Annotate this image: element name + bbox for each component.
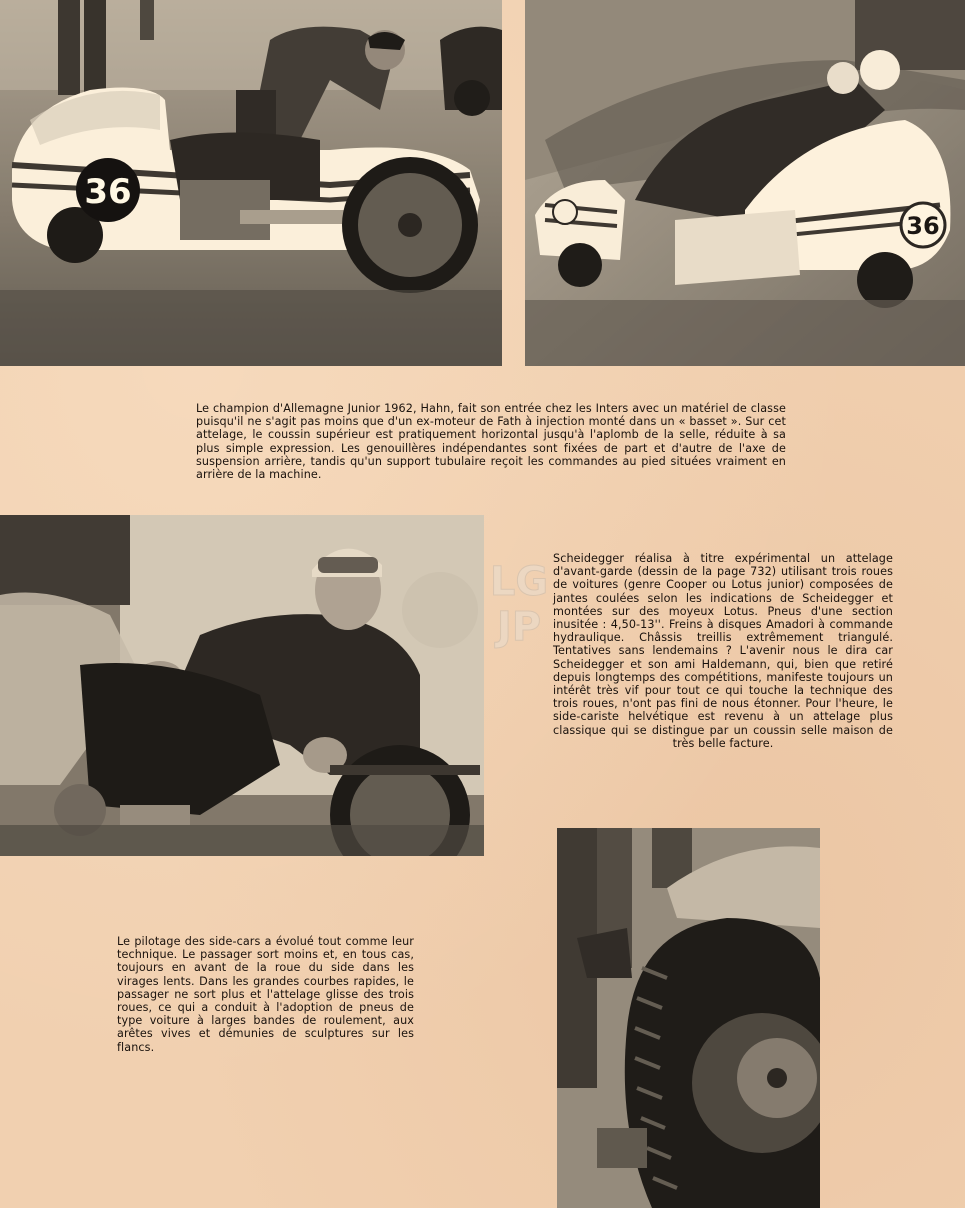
caption-bottom-left-text: Le pilotage des side-cars a évolué tout comme leur technique. Le passager sort moins et, en tous cas, toujours en avant de la roue du side dans les virages lents. Dans les grandes courbes rapides, le passager ne sort plus et l'attelage glisse des trois roues, ce qui a conduit à l'adoption de pneus de type voiture à larges bandes de roulement, aux arêtes vives et démunies de sculptures sur les flancs.: [117, 935, 414, 1054]
photo-sidecar-racing: [525, 0, 965, 366]
watermark-line1: LG: [489, 559, 549, 605]
photo-rider-portrait-drawing: [0, 515, 484, 856]
photo-sidecar-racing-drawing: [525, 0, 965, 366]
photo-sidecar-paddock: [0, 0, 502, 366]
number-badge-36: 36: [906, 212, 940, 240]
caption-top: [196, 402, 786, 481]
photo-tire-closeup-drawing: [557, 828, 820, 1208]
photo-tire-closeup: [557, 828, 820, 1208]
caption-right: [553, 552, 893, 750]
caption-right-text: Scheidegger réalisa à titre expérimental un attelage d'avant-garde (dessin de la page 732) utilisant trois roues de voitures (genre Cooper ou Lotus junior) composées de jantes coulées selon les indications de Scheidegger et montées sur des moyeux Lotus. Pneus d'une section inusitée : 4,50-13''. Freins à disques Amadori à commande hydraulique. Châssis treillis extrêmement triangulé. Tentatives sans lendemains ? L'avenir nous le dira car Scheidegger et son ami Haldemann, qui, bien que retiré depuis longtemps des compétitions, manifeste toujours un intérêt très vif pour tout ce qui touche la technique des trois roues, n'ont pas fini de nous étonner. Pour l'heure, le side-cariste helvétique est revenu à un attelage plus classique qui se distingue par un coussin selle maison de très belle facture.: [553, 552, 893, 750]
caption-top-text: Le champion d'Allemagne Junior 1962, Hahn, fait son entrée chez les Inters avec un matériel de classe puisqu'il ne s'agit pas moins que d'un ex-moteur de Fath à injection monté dans un « basset ». Sur cet attelage, le coussin supérieur est pratiquement horizontal jusqu'à l'aplomb de la selle, réduite à sa plus simple expression. Les genouillères indépendantes sont fixées de part et d'autre de l'axe de suspension arrière, tandis qu'un support tubulaire reçoit les commandes au pied situées vraiment en arrière de la machine.: [196, 402, 786, 482]
watermark-line2: JP: [496, 604, 542, 650]
number-badge-36: 36: [84, 172, 132, 212]
photo-sidecar-paddock-drawing: [0, 0, 502, 366]
caption-bottom-left: [117, 935, 414, 1054]
photo-rider-portrait: [0, 515, 484, 856]
